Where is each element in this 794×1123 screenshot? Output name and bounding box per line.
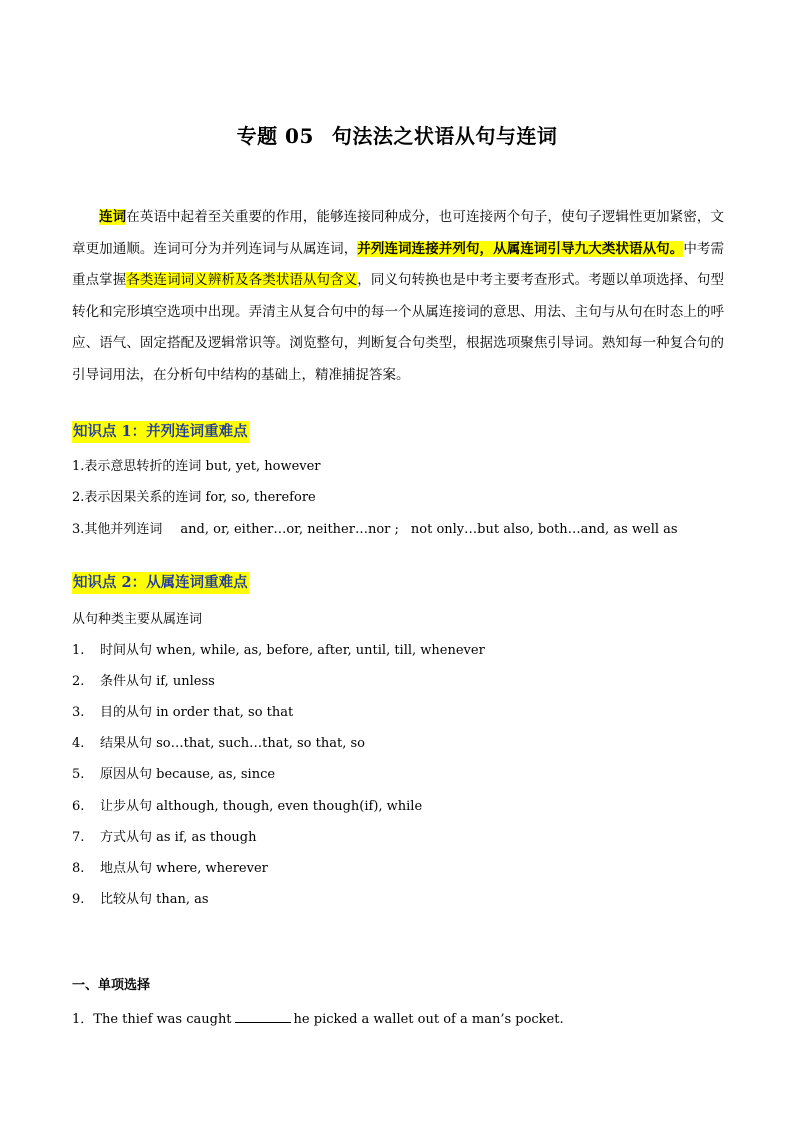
kp2-item: 3. 目的从句 in order that, so that: [72, 705, 294, 720]
kp1-item-2: 2.表示因果关系的连词 for, so, therefore: [72, 490, 316, 505]
section-heading-single-choice: 一、单项选择: [72, 978, 151, 993]
kp2-item: 5. 原因从句 because, as, since: [72, 767, 276, 782]
question-1-suffix: he picked a wallet out of a man’s pocket.: [293, 1012, 564, 1027]
kp1-item-3: [72, 521, 678, 539]
kp2-item: 1. 时间从句 when, while, as, before, after, until, till, whenever: [72, 643, 485, 658]
title-number: 专题 05: [236, 124, 314, 148]
kp2-subtitle: 从句种类主要从属连词: [72, 612, 203, 627]
intro-text-1: 在英语中起着至关重要的作用，能够连接同种成分，也可连接两个句子，使句子逻辑性更加紧密，文章更加通顺。连词可分为并列连词与从属连词，: [72, 209, 725, 257]
kp1-item-3-a: and, or, either…or, neither…nor ;: [180, 522, 399, 537]
intro-highlight-conjunction: 连词: [99, 209, 127, 225]
intro-text-2: 中考需重点掌握: [72, 240, 725, 288]
kp1-item-3-b: not only…but also, both…and, as well as: [410, 522, 678, 537]
title-text: 句法法之状语从句与连词: [331, 124, 558, 148]
intro-highlight-focus: 各类连词词义辨析及各类状语从句含义: [126, 272, 358, 288]
intro-text-3: ，同义句转换也是中考主要考查形式。考题以单项选择、句型转化和完形填空选项中出现。弄清主从复合句中的每一个从属连接词的意思、用法、主句与从句在时态上的呼应、语气、固定搭配及逻辑常识等。浏览整句，判断复合句类型，根据选项聚焦引导词。熟知每一种复合句的引导词用法，在分析句中结构的基础上，精准捕捉答案。: [72, 272, 725, 383]
page-title: [0, 120, 794, 149]
kp2-item: 6. 让步从句 although, though, even though(if), while: [72, 799, 423, 814]
kp2-item: 9. 比较从句 than, as: [72, 892, 209, 907]
kp1-item-1: 1.表示意思转折的连词 but, yet, however: [72, 459, 321, 474]
intro-paragraph: [72, 202, 724, 391]
kp1-item-3-label: 3.其他并列连词: [72, 522, 163, 537]
kp1-heading: 知识点 1：并列连词重难点: [72, 421, 249, 443]
kp2-item: 7. 方式从句 as if, as though: [72, 830, 257, 845]
question-1-blank[interactable]: [235, 1009, 291, 1023]
kp2-item: 8. 地点从句 where, wherever: [72, 861, 268, 876]
kp2-item: 2. 条件从句 if, unless: [72, 674, 215, 689]
question-1: [72, 1009, 564, 1029]
intro-highlight-types: 并列连词连接并列句，从属连词引导九大类状语从句。: [357, 240, 684, 257]
kp2-heading: 知识点 2：从属连词重难点: [72, 572, 249, 594]
kp2-item: 4. 结果从句 so…that, such…that, so that, so: [72, 736, 365, 751]
question-1-prefix: 1．The thief was caught: [72, 1012, 232, 1027]
